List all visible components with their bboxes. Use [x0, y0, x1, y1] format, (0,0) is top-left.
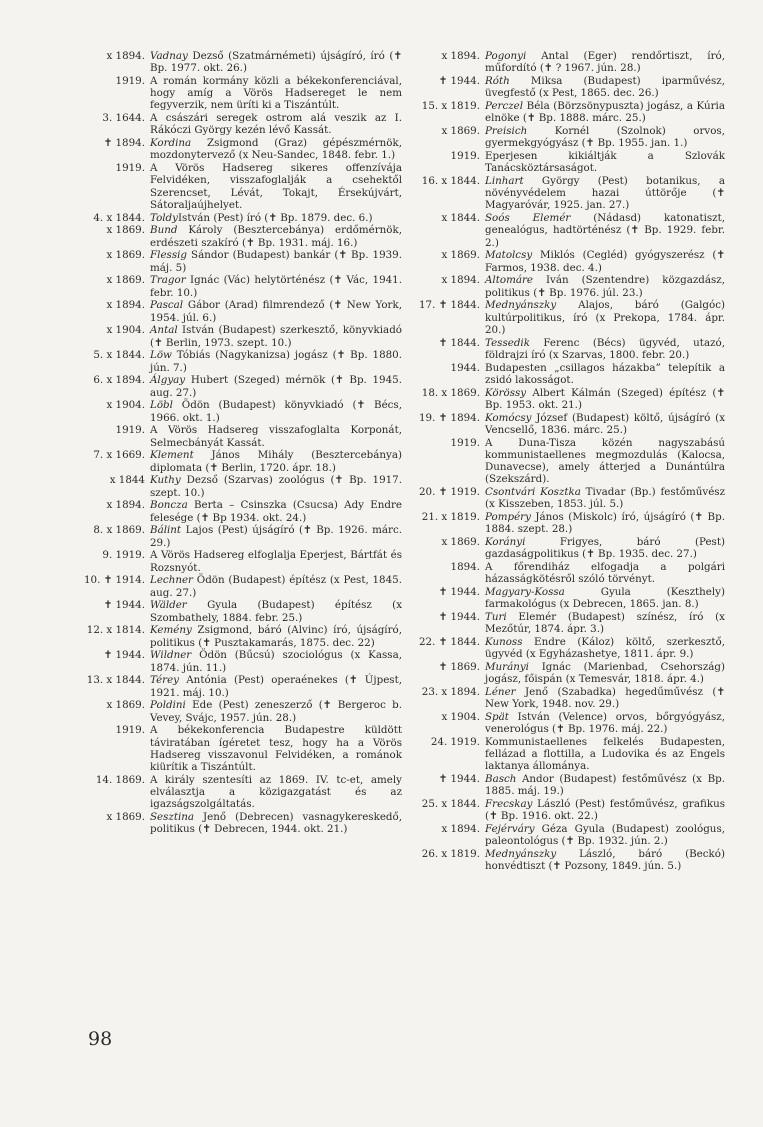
person-surname: Sesztina — [150, 811, 195, 824]
entry-date: 14. 1869. — [95, 773, 145, 786]
chronology-entry — [415, 125, 725, 149]
entry-date: x 1869. — [106, 274, 145, 287]
chronology-entry — [80, 274, 402, 298]
chronology-entry — [80, 774, 402, 811]
entry-text — [150, 212, 402, 224]
entry-description: Tóbiás (Nagykanizsa) jogász (✝ Bp. 1880. jún. 7.) — [150, 349, 402, 374]
entry-date: 1919. — [115, 162, 145, 175]
entry-description: József (Budapest) költő, újságíró (x Vencsellő, 1836. márc. 25.) — [485, 411, 725, 436]
chronology-entry — [415, 536, 725, 560]
entry-description: Géza Gyula (Budapest) zoológus, paleontológus (✝ Bp. 1932. jún. 2.) — [485, 823, 725, 848]
entry-date: 1919. — [450, 150, 480, 162]
chronology-entry — [80, 75, 402, 112]
person-surname: Murányi — [485, 661, 529, 674]
chronology-entry — [415, 362, 725, 386]
entry-description: János Mihály (Besztercebánya) diplomata (✝ Berlin, 1720. ápr. 18.) — [150, 449, 402, 474]
person-surname: Korányi — [485, 536, 526, 549]
chronology-entry — [415, 437, 725, 486]
entry-text — [150, 549, 402, 573]
entry-date: 3. 1644. — [102, 112, 145, 125]
entry-text — [150, 699, 402, 723]
entry-date: 1894. — [450, 561, 480, 574]
chronology-entry — [415, 511, 725, 535]
entry-date: x 1894. — [441, 50, 480, 62]
entry-date: 21. x 1819. — [421, 511, 480, 524]
entry-date: 12. x 1814. — [86, 624, 145, 637]
entry-text — [150, 162, 402, 211]
chronology-entry — [415, 848, 725, 872]
entry-description: Jenő (Debrecen) vasnagykereskedő, politikus (✝ Debrecen, 1944. okt. 21.) — [150, 811, 402, 836]
entry-description: Tivadar (Bp.) festőművész (x Kisszeben, 1853. júl. 5.) — [485, 486, 725, 511]
entry-description: János (Miskolc) író, újságíró (✝ Bp. 1884. szept. 28.) — [485, 511, 725, 536]
entry-description: Budapesten „csillagos házakba” telepítik a zsidó lakosságot. — [485, 361, 725, 386]
entry-description: Kommunistaellenes felkelés Budapesten, fellázad a flottilla, a Ludovika és az Engels laktanya állománya. — [485, 736, 725, 773]
chronology-entry — [415, 175, 725, 212]
entry-text — [150, 249, 402, 273]
person-surname: Körössy — [485, 386, 527, 399]
entry-text — [485, 848, 725, 872]
person-surname: Klement — [150, 449, 194, 462]
entry-text — [485, 337, 725, 361]
person-surname: Kunoss — [485, 636, 523, 649]
chronology-entry — [80, 549, 402, 573]
chronology-entry — [80, 137, 402, 161]
entry-description: Gyula (Keszthely) farmakológus (x Debrecen, 1865. jan. 8.) — [485, 586, 725, 611]
entry-description: Iván (Szentendre) közgazdász, politikus (✝ Bp. 1976. júl. 23.) — [485, 274, 725, 299]
entry-description: Alajos, báró (Galgóc) kultúrpolitikus, író (x Prekopa, 1784. ápr. 20.) — [485, 299, 725, 336]
entry-description: Gábor (Arad) filmrendező (✝ New York, 1954. júl. 6.) — [150, 299, 402, 324]
person-surname: Pogonyi — [485, 50, 527, 62]
entry-text — [150, 674, 402, 698]
person-surname: Altomáre — [485, 274, 533, 287]
entry-date: ✝ 1844. — [438, 336, 480, 349]
entry-date: 6. x 1894. — [93, 374, 145, 387]
left-column — [80, 50, 402, 836]
person-surname: Bund — [150, 224, 178, 237]
entry-text — [150, 574, 402, 598]
entry-text — [485, 212, 725, 249]
entry-description: Elemér (Budapest) színész, író (x Mezőtúr, 1874. ápr. 3.) — [485, 611, 725, 636]
chronology-entry — [415, 150, 725, 174]
entry-description: Miklós (Cegléd) gyógyszerész (✝ Farmos, 1938. dec. 4.) — [485, 249, 725, 274]
entry-date: 4. x 1844. — [93, 211, 145, 224]
entry-description: László (Pest) festőművész, grafikus (✝ Bp. 1916. okt. 22.) — [485, 798, 725, 823]
entry-text — [150, 137, 402, 161]
entry-description: István (Pest) író (✝ Bp. 1879. dec. 6.) — [177, 211, 373, 224]
entry-description: Ödön (Budapest) könyvkiadó (✝ Bécs, 1966. okt. 1.) — [150, 399, 402, 424]
person-surname: Tragor — [150, 274, 186, 287]
entry-text — [150, 474, 402, 498]
chronology-entry — [415, 773, 725, 797]
entry-date: x 1894. — [106, 499, 145, 512]
person-surname: Pompéry — [485, 511, 531, 524]
entry-date: 18. x 1869. — [421, 386, 480, 399]
entry-description: A román kormány közli a békekonferenciával, hogy amíg a Vörös Hadsereget le nem fegyverzik, nem üríti ki a Tiszántúlt. — [150, 75, 402, 112]
entry-text — [485, 586, 725, 610]
person-surname: Pascal — [150, 299, 184, 312]
entry-description: A Vörös Hadsereg sikeres offenzívája Felvidéken, visszafoglalják a csehektől Szerencset, Lévát, Tokajt, Érsekújvárt, Sátoraljaújhelyet. — [150, 162, 402, 211]
chronology-entry — [80, 50, 402, 74]
entry-text — [150, 524, 402, 548]
entry-text — [150, 374, 402, 398]
entry-text — [485, 50, 725, 74]
entry-date: 1944. — [450, 361, 480, 374]
chronology-entry — [80, 399, 402, 423]
entry-date: ✝ 1944. — [438, 75, 480, 87]
entry-description: A Vörös Hadsereg elfoglalja Eperjest, Bártfát és Rozsnyót. — [150, 549, 402, 574]
entry-text — [485, 299, 725, 336]
entry-date: 15. x 1819. — [421, 100, 480, 112]
entry-date: x 1869. — [106, 249, 145, 262]
entry-text — [485, 661, 725, 685]
entry-description: Ödön (Budapest) építész (x Pest, 1845. aug. 27.) — [150, 574, 402, 599]
entry-date: 1919. — [115, 424, 145, 437]
entry-text — [150, 299, 402, 323]
entry-date: x 1894. — [106, 50, 145, 62]
entry-date: 13. x 1844. — [86, 674, 145, 687]
person-surname: Toldy — [150, 211, 178, 224]
person-surname: Magyary-Kossa — [485, 586, 565, 599]
person-surname: Térey — [150, 674, 179, 687]
chronology-entry — [80, 449, 402, 473]
chronology-entry — [415, 274, 725, 298]
person-surname: Basch — [485, 773, 517, 786]
entry-text — [485, 75, 725, 99]
entry-description: Zsigmond, báró (Alvinc) író, újságíró, politikus (✝ Pusztakamarás, 1875. dec. 22) — [150, 624, 402, 649]
entry-date: 20. ✝ 1919. — [418, 486, 480, 499]
entry-text — [485, 773, 725, 797]
entry-text — [485, 823, 725, 847]
entry-description: A békekonferencia Budapestre küldött táviratában ígéretet tesz, hogy ha a Vörös Hadsereg visszavonul Felvidéken, a románok kiürítik a Tiszántúlt. — [150, 724, 402, 774]
chronology-entry — [415, 249, 725, 273]
entry-description: A Duna-Tisza közén nagyszabású kommunistaellenes megmozdulás (Kalocsa, Dunavecse), amely átterjed a Dunántúlra (Szekszárd). — [485, 436, 725, 486]
entry-text — [150, 349, 402, 373]
entry-description: Ignác (Marienbad, Csehország) jogász, főispán (x Temesvár, 1818. ápr. 4.) — [485, 661, 725, 686]
entry-date: x 1869. — [106, 811, 145, 824]
entry-description: Ignác (Vác) helytörténész (✝ Vác, 1941. febr. 10.) — [150, 274, 402, 299]
entry-date: x 1869. — [441, 249, 480, 262]
right-column — [415, 50, 725, 873]
entry-date: 22. ✝ 1844. — [418, 636, 480, 649]
entry-description: Gyula (Budapest) építész (x Szombathely, 1884. febr. 25.) — [150, 599, 402, 624]
entry-description: Károly (Besztercebánya) erdőmérnök, erdészeti szakíró (✝ Bp. 1931. máj. 16.) — [150, 224, 402, 249]
chronology-entry — [415, 636, 725, 660]
entry-text — [485, 711, 725, 735]
chronology-entry — [415, 387, 725, 411]
chronology-entry — [80, 524, 402, 548]
entry-description: Zsigmond (Graz) gépészmérnök, mozdonytervező (x Neu-Sandec, 1848. febr. 1.) — [150, 137, 402, 162]
entry-description: Antónia (Pest) operaénekes (✝ Újpest, 1921. máj. 10.) — [150, 674, 402, 699]
chronology-entry — [80, 374, 402, 398]
entry-date: x 1894. — [441, 274, 480, 287]
entry-date: 1919. — [115, 724, 145, 737]
entry-date: x 1869. — [441, 125, 480, 137]
person-surname: Preisich — [485, 125, 528, 137]
chronology-entry — [415, 75, 725, 99]
person-surname: Soós Elemér — [485, 212, 571, 225]
person-surname: Kordina — [150, 137, 192, 150]
chronology-entry — [415, 561, 725, 585]
person-surname: Boncza — [150, 499, 188, 512]
person-surname: Mednyánszky — [485, 299, 557, 312]
entry-text — [485, 175, 725, 212]
entry-text — [485, 636, 725, 660]
chronology-entry — [415, 611, 725, 635]
entry-description: A király szentesíti az 1869. IV. tc-et, amely elválasztja a közigazgatást és az igazságszolgáltatás. — [150, 773, 402, 811]
entry-date: x 1904. — [106, 324, 145, 337]
entry-text — [150, 224, 402, 248]
entry-text — [485, 125, 725, 149]
chronology-entry — [80, 224, 402, 248]
chronology-entry — [80, 112, 402, 136]
chronology-entry — [80, 324, 402, 348]
person-surname: Tessedik — [485, 336, 530, 349]
person-surname: Matolcsy — [485, 249, 533, 262]
entry-description: Miksa (Budapest) iparművész, üvegfestő (x Pest, 1865. dec. 26.) — [485, 75, 725, 100]
chronology-entry — [415, 736, 725, 773]
entry-text — [485, 611, 725, 635]
entry-text — [150, 424, 402, 448]
entry-date: ✝ 1944. — [103, 599, 145, 612]
person-surname: Róth — [485, 75, 510, 87]
entry-text — [150, 274, 402, 298]
person-surname: Wälder — [150, 599, 187, 612]
entry-description: Albert Kálmán (Szeged) építész (✝ Bp. 1953. okt. 21.) — [485, 386, 725, 411]
entry-date: 16. x 1844. — [421, 175, 480, 187]
person-surname: Antal — [150, 324, 178, 337]
person-surname: Lechner — [150, 574, 193, 587]
entry-description: Berta – Csinszka (Csucsa) Ady Endre felesége (✝ Bp 1934. okt. 24.) — [150, 499, 402, 524]
entry-description: Kornél (Szolnok) orvos, gyermekgyógyász (✝ Bp. 1955. jan. 1.) — [485, 125, 725, 150]
chronology-entry — [80, 499, 402, 523]
entry-text — [485, 486, 725, 510]
entry-text — [150, 112, 402, 136]
entry-text — [150, 649, 402, 673]
entry-description: Dezső (Szatmárnémeti) újságíró, író (✝ Bp. 1977. okt. 26.) — [150, 50, 402, 75]
chronology-entry — [415, 661, 725, 685]
chronology-entry — [415, 50, 725, 74]
entry-text — [485, 686, 725, 710]
entry-description: György (Pest) botanikus, a növényvédelem hazai úttörője (✝ Magyaróvár, 1925. jan. 27.) — [485, 175, 725, 212]
person-surname: Löbl — [150, 399, 173, 412]
entry-date: x 1869. — [106, 699, 145, 712]
entry-text — [485, 437, 725, 486]
person-surname: Frecskay — [485, 798, 533, 811]
person-surname: Linhart — [485, 175, 524, 187]
entry-date: 1919. — [450, 436, 480, 449]
entry-text — [485, 412, 725, 436]
entry-date: x 1904. — [106, 399, 145, 412]
person-surname: Csontvári Kosztka — [485, 486, 581, 499]
entry-text — [485, 249, 725, 273]
entry-text — [150, 324, 402, 348]
entry-date: 25. x 1844. — [421, 798, 480, 811]
chronology-entry — [80, 212, 402, 224]
entry-description: Béla (Börzsönypuszta) jogász, a Kúria elnöke (✝ Bp. 1888. márc. 25.) — [485, 100, 725, 125]
entry-description: Andor (Budapest) festőművész (x Bp. 1885. máj. 19.) — [485, 773, 725, 798]
entry-text — [485, 387, 725, 411]
entry-date: ✝ 1944. — [438, 773, 480, 786]
page-number: 98 — [88, 1028, 113, 1050]
chronology-entry — [415, 586, 725, 610]
entry-date: x 1844. — [441, 212, 480, 225]
entry-text — [150, 724, 402, 773]
chronology-entry — [415, 486, 725, 510]
chronology-entry — [80, 299, 402, 323]
person-surname: Léner — [485, 686, 516, 699]
chronology-entry — [415, 798, 725, 822]
entry-description: Antal (Eger) rendőrtiszt, író, műfordító (✝ ? 1967. jún. 28.) — [485, 50, 725, 75]
entry-description: István (Budapest) szerkesztő, könyvkiadó (✝ Berlin, 1973. szept. 10.) — [150, 324, 402, 349]
chronology-entry — [80, 599, 402, 623]
entry-date: x 1844 — [109, 474, 145, 487]
entry-date: ✝ 1944. — [103, 649, 145, 662]
entry-description: Dezső (Szarvas) zoológus (✝ Bp. 1917. szept. 10.) — [150, 474, 402, 499]
entry-text — [485, 274, 725, 298]
entry-date: 8. x 1869. — [93, 524, 145, 537]
entry-text — [150, 774, 402, 811]
entry-text — [485, 100, 725, 124]
entry-text — [485, 798, 725, 822]
chronology-entry — [80, 624, 402, 648]
entry-text — [485, 150, 725, 174]
entry-description: A főrendiház elfogadja a polgári házasságkötésről szóló törvényt. — [485, 561, 725, 586]
entry-text — [150, 624, 402, 648]
entry-text — [150, 399, 402, 423]
chronology-entry — [80, 162, 402, 211]
chronology-entry — [415, 823, 725, 847]
chronology-entry — [80, 811, 402, 835]
entry-description: Ede (Pest) zeneszerző (✝ Bergeroc b. Vevey, Svájc, 1957. jún. 28.) — [150, 699, 402, 724]
chronology-entry — [80, 649, 402, 673]
entry-date: x 1894. — [106, 299, 145, 312]
person-surname: Spät — [485, 711, 509, 724]
entry-date: ✝ 1944. — [438, 611, 480, 624]
entry-date: 24. 1919. — [430, 736, 480, 749]
entry-text — [485, 561, 725, 585]
person-surname: Löw — [150, 349, 172, 362]
entry-description: István (Velence) orvos, bőrgyógyász, venerológus (✝ Bp. 1976. máj. 22.) — [485, 711, 725, 736]
person-surname: Turi — [485, 611, 507, 624]
chronology-entry — [415, 212, 725, 249]
entry-date: 19. ✝ 1894. — [418, 411, 480, 424]
entry-date: ✝ 1869. — [438, 661, 480, 674]
entry-date: ✝ 1944. — [438, 586, 480, 599]
chronology-entry — [80, 574, 402, 598]
entry-date: 1919. — [115, 75, 145, 87]
entry-date: 10. ✝ 1914. — [83, 574, 145, 587]
entry-description: Sándor (Budapest) bankár (✝ Bp. 1939. máj. 5) — [150, 249, 402, 274]
entry-date: 26. x 1819. — [421, 848, 480, 861]
entry-text — [150, 599, 402, 623]
chronology-entry — [80, 699, 402, 723]
entry-description: Jenő (Szabadka) hegedűművész (✝ New York, 1948. nov. 29.) — [485, 686, 725, 711]
person-surname: Kemény — [150, 624, 192, 637]
chronology-entry — [80, 474, 402, 498]
entry-text — [485, 511, 725, 535]
entry-date: 7. x 1669. — [93, 449, 145, 462]
entry-description: László, báró (Beckó) honvédtiszt (✝ Pozsony, 1849. jún. 5.) — [485, 848, 725, 873]
chronology-entry — [80, 424, 402, 448]
person-surname: Poldini — [150, 699, 186, 712]
entry-text — [485, 536, 725, 560]
chronology-entry — [80, 674, 402, 698]
entry-description: A Vörös Hadsereg visszafoglalta Korponát, Selmecbányát Kassát. — [150, 424, 402, 449]
entry-description: Endre (Káloz) költő, szerkesztő, ügyvéd (x Egyházashetye, 1811. ápr. 9.) — [485, 636, 725, 661]
person-surname: Wildner — [150, 649, 192, 662]
entry-text — [150, 50, 402, 74]
chronology-entry — [415, 337, 725, 361]
person-surname: Álgyay — [150, 374, 186, 387]
entry-description: (Nádasd) katonatiszt, genealógus, hadtörténész (✝ Bp. 1929. febr. 2.) — [485, 212, 725, 249]
chronology-entry — [415, 711, 725, 735]
person-surname: Mednyánszky — [485, 848, 557, 861]
chronology-entry — [80, 249, 402, 273]
entry-date: x 1904. — [441, 711, 480, 724]
entry-description: A császári seregek ostrom alá veszik az I. Rákóczi György kezén lévő Kassát. — [150, 112, 402, 137]
person-surname: Komócsy — [485, 411, 532, 424]
person-surname: Vadnay — [150, 50, 188, 62]
entry-description: Ferenc (Bécs) ügyvéd, utazó, földrajzi író (x Szarvas, 1800. febr. 20.) — [485, 336, 725, 361]
entry-text — [150, 449, 402, 473]
chronology-entry — [80, 724, 402, 773]
person-surname: Perczel — [485, 100, 524, 112]
person-surname: Flessig — [150, 249, 187, 262]
entry-text — [150, 811, 402, 835]
entry-date: 9. 1919. — [102, 549, 145, 562]
entry-date: 17. ✝ 1844. — [418, 299, 480, 312]
chronology-entry — [415, 412, 725, 436]
person-surname: Fejérváry — [485, 823, 535, 836]
entry-description: Frigyes, báró (Pest) gazdaságpolitikus (✝ Bp. 1935. dec. 27.) — [485, 536, 725, 561]
entry-description: Ödön (Bűcsú) szociológus (x Kassa, 1874. jún. 11.) — [150, 649, 402, 674]
entry-text — [150, 499, 402, 523]
entry-date: 23. x 1894. — [421, 686, 480, 699]
person-surname: Kuthy — [150, 474, 181, 487]
entry-text — [485, 362, 725, 386]
entry-date: x 1869. — [441, 536, 480, 549]
entry-description: Hubert (Szeged) mérnök (✝ Bp. 1945. aug. 27.) — [150, 374, 402, 399]
entry-text — [485, 736, 725, 773]
entry-description: Eperjesen kikiáltják a Szlovák Tanácsköztársaságot. — [485, 150, 725, 175]
entry-date: x 1869. — [106, 224, 145, 237]
entry-description: Lajos (Pest) újságíró (✝ Bp. 1926. márc. 29.) — [150, 524, 402, 549]
entry-date: x 1894. — [441, 823, 480, 836]
person-surname: Bálint — [150, 524, 182, 537]
chronology-entry — [80, 349, 402, 373]
chronology-entry — [415, 100, 725, 124]
chronology-entry — [415, 686, 725, 710]
entry-date: 5. x 1844. — [93, 349, 145, 362]
entry-text — [150, 75, 402, 112]
chronology-entry — [415, 299, 725, 336]
entry-date: ✝ 1894. — [103, 137, 145, 150]
